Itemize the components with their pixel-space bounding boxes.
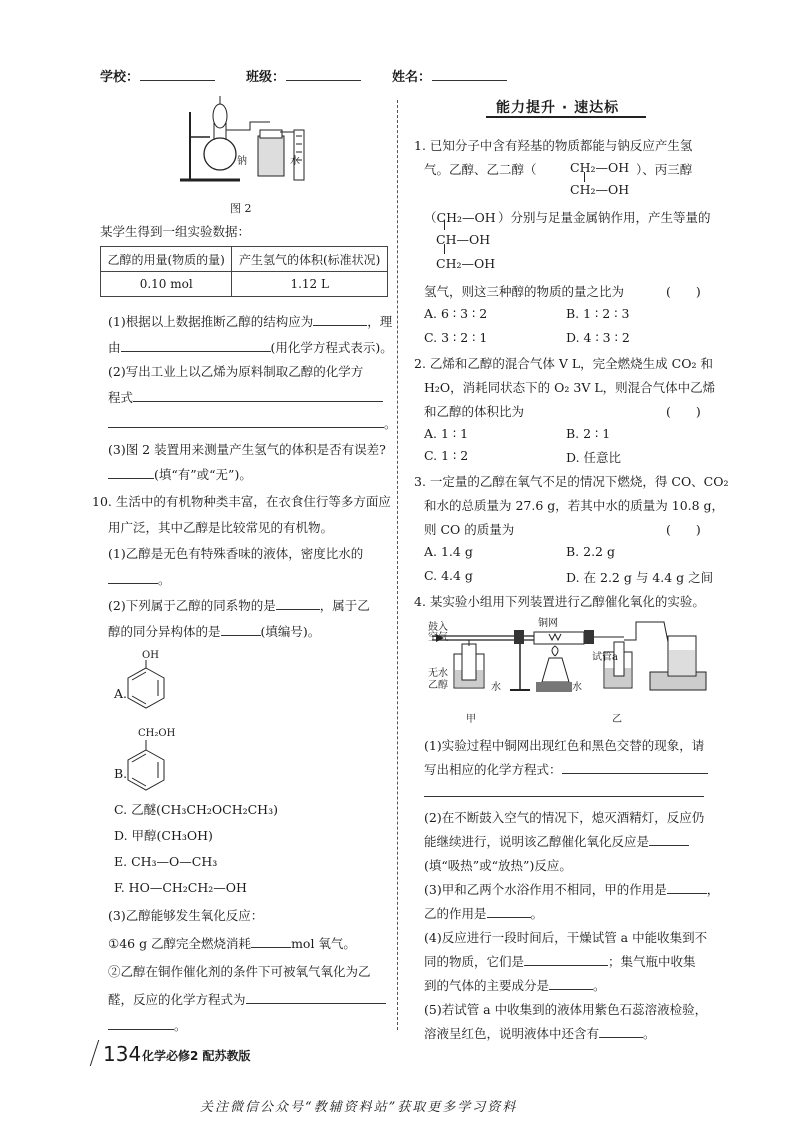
intro-text: 某学生得到一组实验数据： [100,224,251,239]
benzene-ring-b [124,740,168,792]
option-f: F. HO—CH₂CH₂—OH [114,880,247,895]
q2-line3: 和乙醇的体积比为 [424,404,525,419]
q10-3-1 [108,934,356,952]
q4-4-text: 同的物质，它们是 [424,954,525,969]
page-number-mark [90,1040,99,1066]
q2-option: D. 任意比 [566,450,622,465]
q4-3-text-end: ， [706,882,720,897]
q9-2-text: 程式 [108,390,134,405]
answer-blank [121,339,271,352]
q1-glycol-bottom: CH₂—OH [570,182,630,197]
book-title: 化学必修2 配苏教版 [142,1049,251,1063]
data-table [100,246,388,297]
fig-label-yi: 乙 [612,714,622,725]
q10-2-line1 [108,596,370,614]
q10-line2: 用广泛，其中乙醇是比较常见的有机物。 [108,520,334,535]
fig2-caption: 图 2 [230,202,252,215]
q4-3-text: (3)甲和乙两个水浴作用不相同，甲的作用是 [424,882,667,897]
answer-blank [487,905,531,918]
fig-label-ethanol: 无水 [428,668,448,679]
q4-1-line3 [424,784,704,800]
q4-4-text-end: ；集气瓶中收集 [608,954,696,969]
answer-blank [562,761,708,774]
figure-2-apparatus [180,92,320,192]
fig-label-air-in2: 空气 [428,632,448,643]
q1-glycerol-bond [444,244,445,254]
section-title-underline [486,116,646,118]
answer-blank [276,597,320,610]
q4-4-line1: (4)反应进行一段时间后，干燥试管 a 中能收集到不 [424,930,708,945]
q2-answer-paren: ( ) [666,404,701,419]
q1-option: D. 4 ∶ 3 ∶ 2 [566,330,630,345]
q1-option: A. 6 ∶ 3 ∶ 2 [424,306,488,321]
q9-1-text: 由 [108,340,121,355]
q10-1-line2 [108,570,171,588]
q4-5-text: 溶液呈红色，说明液体中还含有 [424,1026,600,1041]
q9-1-text: (1)根据以上数据推断乙醇的结构应为 [108,314,314,329]
q1-line2: 气。乙醇、乙二醇（ [424,162,537,177]
q1-glycol-top: CH₂—OH [570,160,630,175]
q3-line1: 3. 一定量的乙醇在氧气不足的情况下燃烧，得 CO、CO₂ [414,474,729,489]
answer-blank [108,415,384,428]
q9-2-line3 [108,414,397,432]
answer-blank [424,784,704,797]
q4-1-text: 写出相应的化学方程式： [424,762,562,777]
q4-3-line1 [424,880,719,898]
fig-label-copper: 铜网 [538,618,558,629]
q9-3-line1: (3)图 2 装置用来测量产生氢气的体积是否有误差? [108,442,386,457]
q9-2-text-end: 。 [384,416,397,431]
fig-label-ethanol2: 乙醇 [428,680,448,691]
answer-blank [313,313,367,326]
q4-5-line1: (5)若试管 a 中收集到的液体用紫色石蕊溶液检验， [424,1002,708,1017]
answer-blank [599,1025,643,1038]
benzene-ring-a [124,660,168,710]
fig-label-water2: 水 [572,682,582,693]
school-label: 学校： [100,70,140,85]
q1-line3-end: ）分别与足量金属钠作用，产生等量的 [498,210,711,225]
q2-option: A. 1 ∶ 1 [424,426,469,441]
q9-1-line2 [108,338,393,356]
answer-blank [108,571,158,584]
q9-1-line1 [108,312,392,330]
answer-blank [221,623,261,636]
option-d: D. 甲醇(CH₃OH) [114,828,213,843]
q4-5-line2 [424,1024,656,1042]
q1-line2-end: ）、丙三醇 [636,162,693,177]
page-number: 134 [103,1042,142,1066]
q4-4-text-end: 。 [593,978,606,993]
q10-3-1-text-end: mol 氧气。 [291,936,356,951]
q4-line1: 4. 某实验小组用下列装置进行乙醇催化氧化的实验。 [414,594,705,609]
q10-3-2-line1: ②乙醇在铜作催化剂的条件下可被氧气氧化为乙 [108,964,371,979]
q1-glycerol-3: CH₂—OH [436,256,496,271]
section-title-text: 能力提升 · 速达标 [496,100,620,116]
q4-4-line2 [424,952,696,970]
class-blank [286,68,361,81]
answer-blank [251,935,291,948]
answer-blank [108,466,154,479]
q9-1-text-end: ，理 [367,314,393,329]
name-blank [432,68,507,81]
q1-answer-paren: ( ) [666,284,701,299]
answer-blank [108,1017,174,1030]
fig-label-water1: 水 [491,682,501,693]
option-b-group: CH₂OH [138,728,176,739]
q3-option: C. 4.4 g [424,568,473,583]
q2-option: C. 1 ∶ 2 [424,448,469,463]
q10-3-2-line2 [108,990,386,1008]
q4-2-line1: (2)在不断鼓入空气的情况下，熄灭酒精灯，反应仍 [424,810,705,825]
table-cell: 1.12 L [232,272,388,297]
answer-blank [246,991,386,1004]
q1-line4: 氢气，则这三种醇的物质的量之比为 [424,284,625,299]
q3-answer-paren: ( ) [666,522,701,537]
q10-line1: 10. 生活中的有机物种类丰富，在衣食住行等多方面应 [92,494,391,509]
q1-glycerol-2: CH—OH [436,232,491,247]
q3-option: B. 2.2 g [566,544,615,559]
answer-blank [649,833,689,846]
answer-blank [667,881,707,894]
option-b-label: B. [114,766,128,781]
q1-glycol-bond [584,172,585,182]
q10-2-line2 [108,622,320,640]
class-label: 班级： [246,70,286,85]
q4-3-text-end: 。 [530,906,544,921]
q10-3: (3)乙醇能够发生氧化反应： [108,908,264,923]
q9-2-line2 [108,388,383,406]
q4-4-text: 到的气体的主要成分是 [424,978,550,993]
q4-3-line2 [424,904,543,922]
q4-1-line2 [424,760,708,778]
q10-3-2-text-end: 。 [174,1018,187,1033]
q10-1-line1: (1)乙醇是无色有特殊香味的液体，密度比水的 [108,546,364,561]
q10-2-text: (2)下列属于乙醇的同系物的是 [108,598,276,613]
table-cell: 0.10 mol [101,272,232,297]
answer-blank [549,977,593,990]
q2-line2: H₂O，消耗同状态下的 O₂ 3V L，则混合气体中乙烯 [424,380,716,395]
q9-3-text-end: (填“有”或“无”)。 [154,467,252,482]
section-title [496,97,619,117]
option-a-label: A. [114,686,128,701]
fig-label-jia: 甲 [466,714,476,725]
q4-1-line1: (1)实验过程中铜网出现红色和黑色交替的现象，请 [424,738,705,753]
q4-5-text-end: 。 [643,1026,656,1041]
option-a-group: OH [142,650,159,661]
q1-glycerol-bond [444,220,445,230]
column-divider [397,100,398,1030]
q3-line3: 则 CO 的质量为 [424,522,515,537]
name-label: 姓名： [392,70,432,85]
q10-3-2-text: 醛，反应的化学方程式为 [108,992,246,1007]
q1-option: C. 3 ∶ 2 ∶ 1 [424,330,488,345]
q2-option: B. 2 ∶ 1 [566,426,611,441]
q10-1-text-end: 。 [158,572,171,587]
q4-2-text: 能继续进行，说明该乙醇催化氧化反应是 [424,834,650,849]
option-e: E. CH₃—O—CH₃ [114,854,218,869]
fig2-label-sodium: 钠 [237,156,247,167]
answer-blank [524,953,608,966]
footer-notice: 关注微信公众号“教辅资料站”获取更多学习资料 [200,1100,518,1115]
q9-3-line2 [108,465,252,483]
q9-1-text-end: (用化学方程式表示)。 [270,340,393,355]
q1-option: B. 1 ∶ 2 ∶ 3 [566,306,630,321]
q4-4-line3 [424,976,606,994]
q10-2-text: 醇的同分异构体的是 [108,624,221,639]
q10-2-text-end: (填编号)。 [260,624,321,639]
fig2-label-water: 水 [290,156,300,167]
table-header: 产生氢气的体积(标准状况) [232,247,388,272]
q2-line1: 2. 乙烯和乙醇的混合气体 V L，完全燃烧生成 CO₂ 和 [414,356,713,371]
q3-option: A. 1.4 g [424,544,473,559]
q4-2-line3: (填“吸热”或“放热”)反应。 [424,858,572,873]
table-header: 乙醇的用量(物质的量) [101,247,232,272]
answer-blank [133,389,383,402]
q10-3-2-line3 [108,1016,187,1034]
q4-apparatus [424,612,710,708]
q10-3-1-text: ①46 g 乙醇完全燃烧消耗 [108,936,252,951]
fig-label-tube-a: 试管a [592,652,618,663]
q4-3-text: 乙的作用是 [424,906,487,921]
q9-2-line1: (2)写出工业上以乙烯为原料制取乙醇的化学方 [108,364,364,379]
q1-line1: 1. 已知分子中含有羟基的物质都能与钠反应产生氢 [414,138,693,153]
q3-option: D. 在 2.2 g 与 4.4 g 之间 [566,570,714,585]
fig-label-air-in: 鼓入 [428,622,448,633]
q10-2-text-end: ，属于乙 [319,598,370,613]
school-blank [140,68,215,81]
q3-line2: 和水的总质量为 27.6 g，若其中水的质量为 10.8 g， [424,498,725,513]
q1-glycerol-1: （CH₂—OH [424,210,496,225]
q4-2-line2 [424,832,689,850]
option-c: C. 乙醚(CH₃CH₂OCH₂CH₃) [114,802,278,817]
